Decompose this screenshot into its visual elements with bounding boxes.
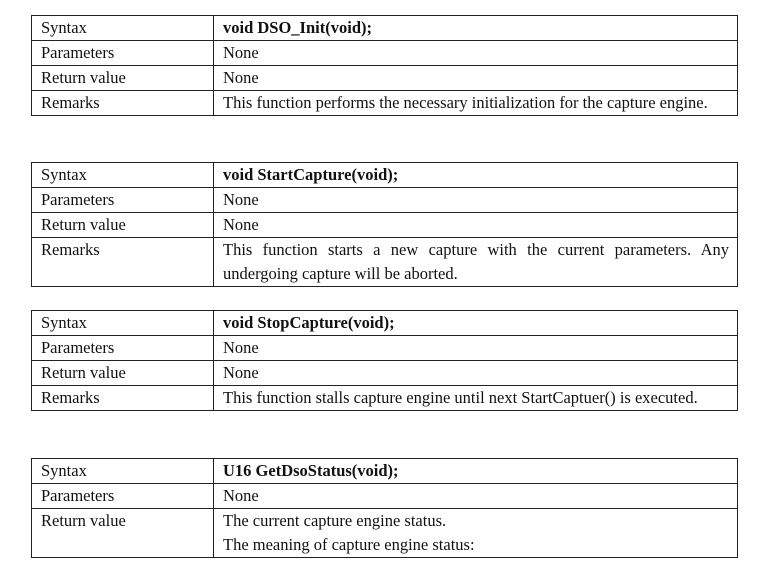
parameters-value: None xyxy=(214,336,738,361)
function-table-stop-capture xyxy=(31,310,738,411)
parameters-row xyxy=(32,188,738,213)
return-value-label: Return value xyxy=(32,213,214,238)
syntax-row xyxy=(32,163,738,188)
remarks-label: Remarks xyxy=(32,238,214,287)
return-value-label: Return value xyxy=(32,66,214,91)
remarks-row xyxy=(32,238,738,287)
return-value-label: Return value xyxy=(32,509,214,558)
function-table-start-capture xyxy=(31,162,738,287)
remarks-value: This function starts a new capture with the current parameters. Any undergoing capture will be aborted. xyxy=(214,238,738,287)
parameters-value: None xyxy=(214,188,738,213)
return-value-value: None xyxy=(214,66,738,91)
return-value-row xyxy=(32,361,738,386)
return-value-value: None xyxy=(214,361,738,386)
parameters-value: None xyxy=(214,41,738,66)
remarks-value: This function performs the necessary initialization for the capture engine. xyxy=(214,91,738,116)
syntax-row xyxy=(32,16,738,41)
syntax-label: Syntax xyxy=(32,16,214,41)
syntax-value: void DSO_Init(void); xyxy=(214,16,738,41)
syntax-row xyxy=(32,311,738,336)
syntax-label: Syntax xyxy=(32,311,214,336)
return-value-label: Return value xyxy=(32,361,214,386)
syntax-row xyxy=(32,459,738,484)
syntax-value: void StartCapture(void); xyxy=(214,163,738,188)
return-value-line: The meaning of capture engine status: xyxy=(223,535,475,554)
return-value-row xyxy=(32,213,738,238)
return-value-value: None xyxy=(214,213,738,238)
return-value-line: The current capture engine status. xyxy=(223,511,447,530)
parameters-label: Parameters xyxy=(32,484,214,509)
parameters-row xyxy=(32,41,738,66)
parameters-label: Parameters xyxy=(32,336,214,361)
syntax-value: void StopCapture(void); xyxy=(214,311,738,336)
syntax-label: Syntax xyxy=(32,163,214,188)
remarks-row xyxy=(32,386,738,411)
parameters-row xyxy=(32,336,738,361)
return-value-row xyxy=(32,66,738,91)
parameters-value: None xyxy=(214,484,738,509)
remarks-row xyxy=(32,91,738,116)
remarks-label: Remarks xyxy=(32,91,214,116)
remarks-label: Remarks xyxy=(32,386,214,411)
remarks-value: This function stalls capture engine until next StartCaptuer() is executed. xyxy=(214,386,738,411)
parameters-label: Parameters xyxy=(32,41,214,66)
parameters-label: Parameters xyxy=(32,188,214,213)
function-table-get-dso-status xyxy=(31,458,738,558)
syntax-label: Syntax xyxy=(32,459,214,484)
function-table-dso-init xyxy=(31,15,738,116)
parameters-row xyxy=(32,484,738,509)
syntax-value: U16 GetDsoStatus(void); xyxy=(214,459,738,484)
return-value-row xyxy=(32,509,738,558)
return-value-value xyxy=(214,509,738,558)
